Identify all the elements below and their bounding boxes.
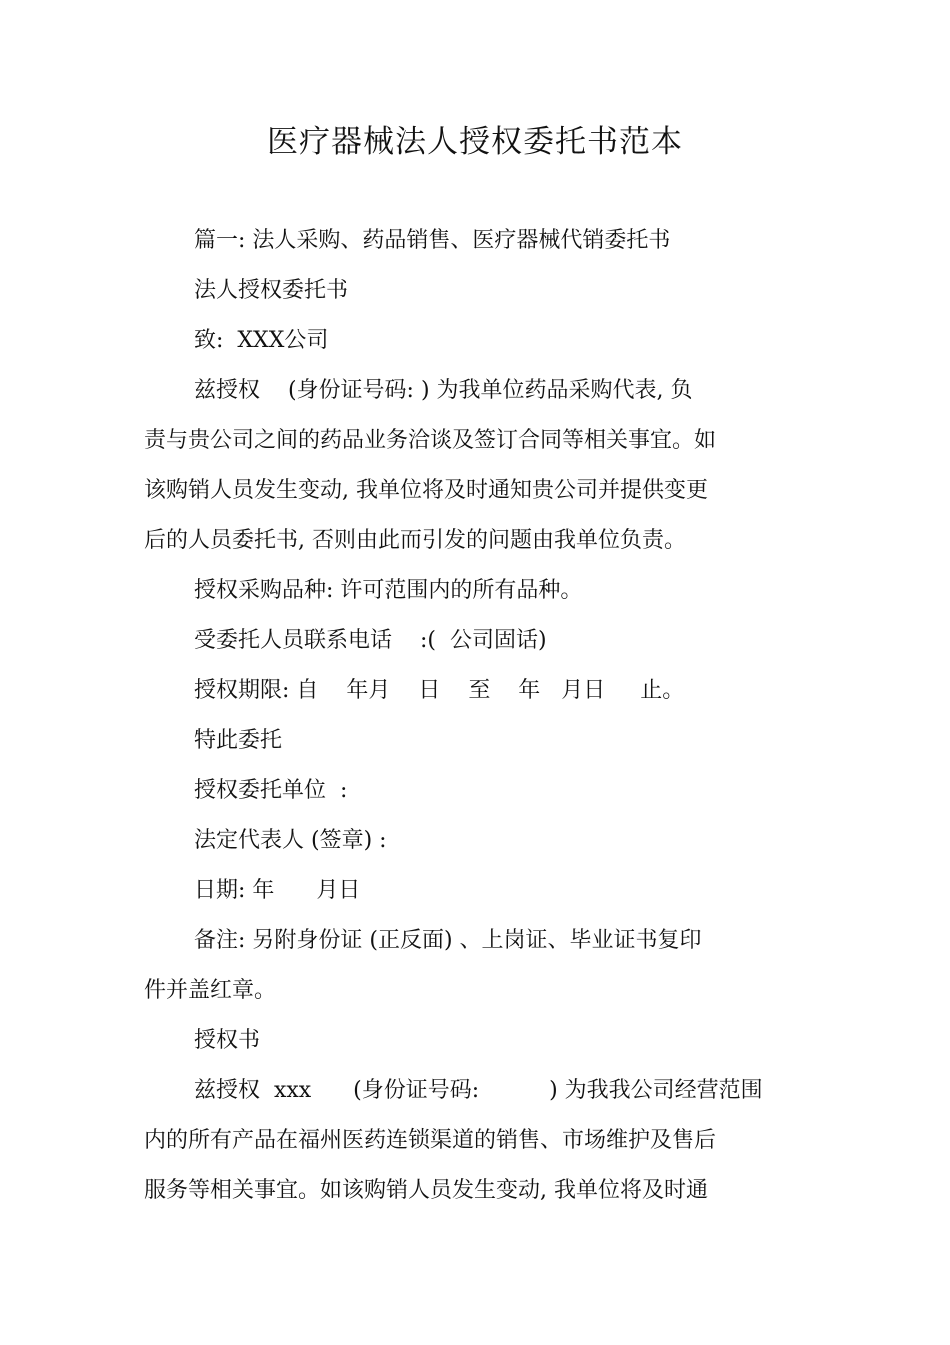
body-text-line: 授权委托单位 : <box>194 778 348 803</box>
body-text-line: 兹授权 (身份证号码: ) 为我单位药品采购代表, 负 <box>194 378 693 403</box>
body-text-line: 责与贵公司之间的药品业务洽谈及签订合同等相关事宜。如 <box>144 428 717 453</box>
body-text-line: 法定代表人 (签章) : <box>194 828 387 853</box>
section-heading: 篇一: 法人采购、药品销售、医疗器械代销委托书 <box>194 228 671 253</box>
body-text-line: 该购销人员发生变动, 我单位将及时通知贵公司并提供变更 <box>144 478 708 503</box>
addressee-line: 致: XXX公司 <box>194 328 329 353</box>
body-text-line: 日期: 年 月日 <box>194 878 361 903</box>
subheading: 法人授权委托书 <box>194 278 349 303</box>
body-text-line: 特此委托 <box>194 728 283 753</box>
body-text-line: 件并盖红章。 <box>144 978 277 1003</box>
subheading: 授权书 <box>194 1028 261 1053</box>
body-text-line: 备注: 另附身份证 (正反面) 、上岗证、毕业证书复印 <box>194 928 702 953</box>
body-text-line: 授权采购品种: 许可范围内的所有品种。 <box>194 578 583 603</box>
document-title: 医疗器械法人授权委托书范本 <box>267 124 683 160</box>
body-text-line: 受委托人员联系电话 :( 公司固话) <box>194 628 547 653</box>
body-text-line: 兹授权 xxx (身份证号码: ) 为我我公司经营范围 <box>194 1078 763 1103</box>
body-text-line: 授权期限: 自 年月 日 至 年 月日 止。 <box>194 678 685 703</box>
body-text-line: 内的所有产品在福州医药连锁渠道的销售、市场维护及售后 <box>144 1128 717 1153</box>
body-text-line: 后的人员委托书, 否则由此而引发的问题由我单位负责。 <box>144 528 686 553</box>
body-text-line: 服务等相关事宜。如该购销人员发生变动, 我单位将及时通 <box>144 1178 708 1203</box>
